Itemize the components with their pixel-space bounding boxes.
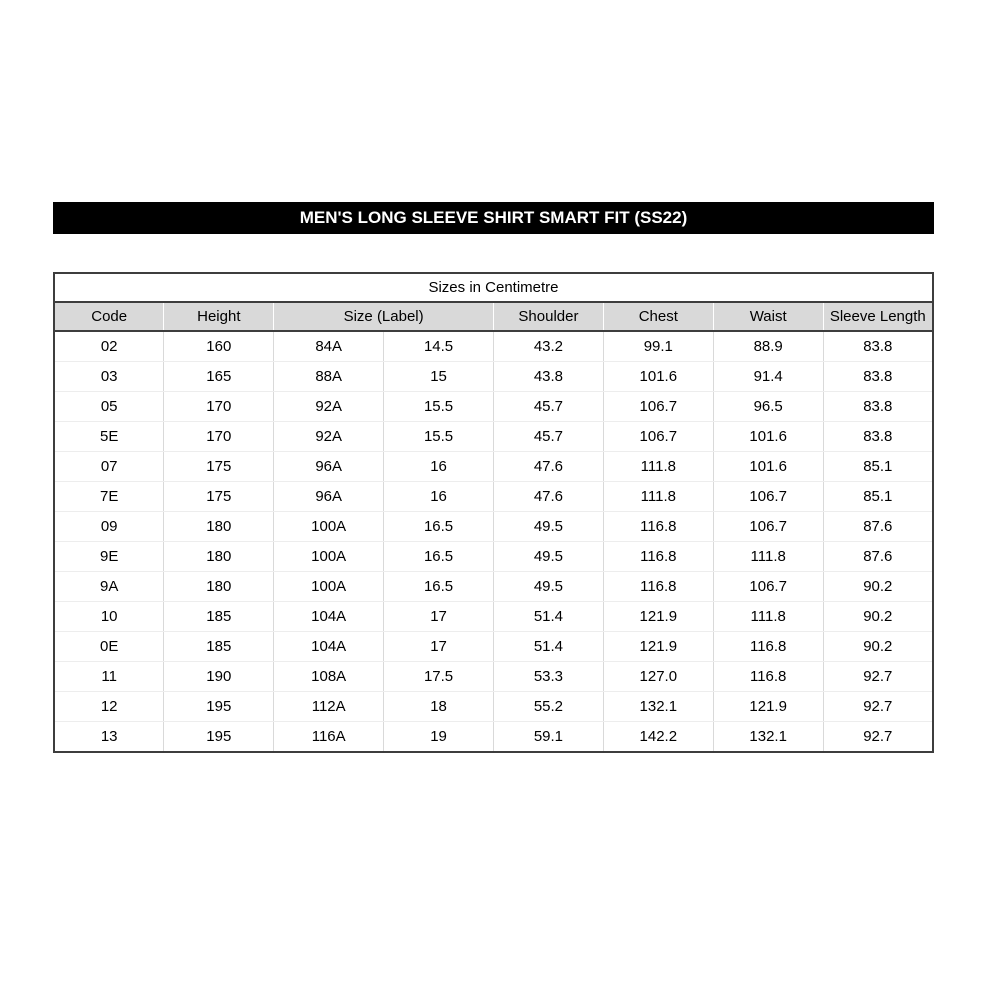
column-header-size-label: Size (Label) bbox=[274, 302, 494, 331]
cell-sleeve-length: 83.8 bbox=[823, 331, 933, 362]
cell-height: 180 bbox=[164, 572, 274, 602]
cell-sleeve-length: 90.2 bbox=[823, 602, 933, 632]
cell-sleeve-length: 85.1 bbox=[823, 482, 933, 512]
cell-code: 09 bbox=[54, 512, 164, 542]
column-header-sleeve-length: Sleeve Length bbox=[823, 302, 933, 331]
cell-chest: 132.1 bbox=[603, 692, 713, 722]
cell-size-label: 104A bbox=[274, 602, 384, 632]
cell-sleeve-length: 83.8 bbox=[823, 422, 933, 452]
cell-chest: 116.8 bbox=[603, 542, 713, 572]
cell-chest: 106.7 bbox=[603, 392, 713, 422]
cell-code: 10 bbox=[54, 602, 164, 632]
cell-chest: 116.8 bbox=[603, 572, 713, 602]
cell-height: 185 bbox=[164, 602, 274, 632]
column-header-code: Code bbox=[54, 302, 164, 331]
cell-size-label: 116A bbox=[274, 722, 384, 753]
column-header-shoulder: Shoulder bbox=[494, 302, 604, 331]
cell-shoulder: 49.5 bbox=[494, 572, 604, 602]
cell-waist: 101.6 bbox=[713, 422, 823, 452]
cell-height: 175 bbox=[164, 452, 274, 482]
cell-height: 195 bbox=[164, 722, 274, 753]
cell-chest: 142.2 bbox=[603, 722, 713, 753]
cell-code: 03 bbox=[54, 362, 164, 392]
cell-size-label: 96A bbox=[274, 482, 384, 512]
cell-height: 170 bbox=[164, 392, 274, 422]
cell-height: 180 bbox=[164, 512, 274, 542]
cell-chest: 99.1 bbox=[603, 331, 713, 362]
table-row bbox=[54, 422, 933, 452]
cell-shoulder: 51.4 bbox=[494, 602, 604, 632]
table-row bbox=[54, 482, 933, 512]
cell-chest: 116.8 bbox=[603, 512, 713, 542]
cell-shoulder: 49.5 bbox=[494, 542, 604, 572]
table-row bbox=[54, 692, 933, 722]
cell-waist: 106.7 bbox=[713, 512, 823, 542]
cell-size-number: 18 bbox=[384, 692, 494, 722]
size-chart-table bbox=[53, 272, 934, 753]
cell-sleeve-length: 83.8 bbox=[823, 392, 933, 422]
cell-sleeve-length: 87.6 bbox=[823, 512, 933, 542]
table-row bbox=[54, 542, 933, 572]
cell-code: 12 bbox=[54, 692, 164, 722]
cell-code: 7E bbox=[54, 482, 164, 512]
cell-waist: 96.5 bbox=[713, 392, 823, 422]
cell-size-number: 16.5 bbox=[384, 572, 494, 602]
column-header-waist: Waist bbox=[713, 302, 823, 331]
cell-height: 180 bbox=[164, 542, 274, 572]
cell-waist: 121.9 bbox=[713, 692, 823, 722]
cell-chest: 127.0 bbox=[603, 662, 713, 692]
cell-size-number: 17 bbox=[384, 602, 494, 632]
cell-waist: 116.8 bbox=[713, 632, 823, 662]
cell-shoulder: 49.5 bbox=[494, 512, 604, 542]
cell-code: 5E bbox=[54, 422, 164, 452]
cell-chest: 121.9 bbox=[603, 632, 713, 662]
cell-height: 185 bbox=[164, 632, 274, 662]
table-row bbox=[54, 452, 933, 482]
cell-size-number: 16 bbox=[384, 452, 494, 482]
cell-sleeve-length: 87.6 bbox=[823, 542, 933, 572]
cell-shoulder: 45.7 bbox=[494, 422, 604, 452]
cell-size-label: 96A bbox=[274, 452, 384, 482]
cell-size-number: 14.5 bbox=[384, 331, 494, 362]
cell-code: 13 bbox=[54, 722, 164, 753]
cell-shoulder: 43.8 bbox=[494, 362, 604, 392]
cell-size-label: 92A bbox=[274, 392, 384, 422]
cell-code: 02 bbox=[54, 331, 164, 362]
cell-size-number: 17 bbox=[384, 632, 494, 662]
cell-code: 0E bbox=[54, 632, 164, 662]
cell-sleeve-length: 92.7 bbox=[823, 662, 933, 692]
title-banner bbox=[53, 202, 934, 234]
cell-waist: 101.6 bbox=[713, 452, 823, 482]
cell-shoulder: 55.2 bbox=[494, 692, 604, 722]
caption-row bbox=[54, 273, 933, 302]
cell-height: 170 bbox=[164, 422, 274, 452]
cell-chest: 101.6 bbox=[603, 362, 713, 392]
cell-waist: 106.7 bbox=[713, 572, 823, 602]
cell-code: 11 bbox=[54, 662, 164, 692]
cell-shoulder: 59.1 bbox=[494, 722, 604, 753]
cell-height: 160 bbox=[164, 331, 274, 362]
cell-chest: 106.7 bbox=[603, 422, 713, 452]
cell-waist: 132.1 bbox=[713, 722, 823, 753]
table-row bbox=[54, 512, 933, 542]
cell-code: 9A bbox=[54, 572, 164, 602]
cell-shoulder: 53.3 bbox=[494, 662, 604, 692]
cell-size-label: 100A bbox=[274, 572, 384, 602]
cell-shoulder: 47.6 bbox=[494, 482, 604, 512]
column-header-chest: Chest bbox=[603, 302, 713, 331]
cell-sleeve-length: 83.8 bbox=[823, 362, 933, 392]
cell-waist: 88.9 bbox=[713, 331, 823, 362]
table-row bbox=[54, 632, 933, 662]
cell-height: 175 bbox=[164, 482, 274, 512]
cell-sleeve-length: 92.7 bbox=[823, 692, 933, 722]
cell-size-label: 92A bbox=[274, 422, 384, 452]
header-row bbox=[54, 302, 933, 331]
cell-waist: 106.7 bbox=[713, 482, 823, 512]
cell-size-number: 15.5 bbox=[384, 392, 494, 422]
cell-size-label: 112A bbox=[274, 692, 384, 722]
table-row bbox=[54, 662, 933, 692]
cell-shoulder: 43.2 bbox=[494, 331, 604, 362]
page-title: MEN'S LONG SLEEVE SHIRT SMART FIT (SS22) bbox=[299, 208, 688, 227]
column-header-height: Height bbox=[164, 302, 274, 331]
cell-size-label: 84A bbox=[274, 331, 384, 362]
cell-size-number: 16.5 bbox=[384, 542, 494, 572]
table-row bbox=[54, 722, 933, 753]
cell-size-number: 16.5 bbox=[384, 512, 494, 542]
cell-shoulder: 51.4 bbox=[494, 632, 604, 662]
cell-size-number: 15.5 bbox=[384, 422, 494, 452]
table-row bbox=[54, 572, 933, 602]
cell-sleeve-length: 90.2 bbox=[823, 632, 933, 662]
cell-code: 07 bbox=[54, 452, 164, 482]
cell-height: 190 bbox=[164, 662, 274, 692]
cell-sleeve-length: 92.7 bbox=[823, 722, 933, 753]
cell-size-number: 19 bbox=[384, 722, 494, 753]
table-row bbox=[54, 602, 933, 632]
cell-waist: 91.4 bbox=[713, 362, 823, 392]
cell-sleeve-length: 90.2 bbox=[823, 572, 933, 602]
cell-chest: 111.8 bbox=[603, 452, 713, 482]
cell-size-label: 100A bbox=[274, 542, 384, 572]
table-body bbox=[54, 331, 933, 752]
cell-waist: 111.8 bbox=[713, 602, 823, 632]
cell-shoulder: 45.7 bbox=[494, 392, 604, 422]
cell-chest: 121.9 bbox=[603, 602, 713, 632]
cell-size-label: 88A bbox=[274, 362, 384, 392]
table-row bbox=[54, 392, 933, 422]
cell-size-label: 108A bbox=[274, 662, 384, 692]
cell-shoulder: 47.6 bbox=[494, 452, 604, 482]
cell-height: 165 bbox=[164, 362, 274, 392]
table-caption: Sizes in Centimetre bbox=[54, 273, 933, 302]
cell-height: 195 bbox=[164, 692, 274, 722]
cell-code: 9E bbox=[54, 542, 164, 572]
cell-chest: 111.8 bbox=[603, 482, 713, 512]
table-row bbox=[54, 331, 933, 362]
cell-code: 05 bbox=[54, 392, 164, 422]
cell-size-label: 104A bbox=[274, 632, 384, 662]
cell-size-number: 16 bbox=[384, 482, 494, 512]
cell-size-label: 100A bbox=[274, 512, 384, 542]
table-row bbox=[54, 362, 933, 392]
cell-sleeve-length: 85.1 bbox=[823, 452, 933, 482]
cell-waist: 116.8 bbox=[713, 662, 823, 692]
cell-waist: 111.8 bbox=[713, 542, 823, 572]
cell-size-number: 15 bbox=[384, 362, 494, 392]
cell-size-number: 17.5 bbox=[384, 662, 494, 692]
